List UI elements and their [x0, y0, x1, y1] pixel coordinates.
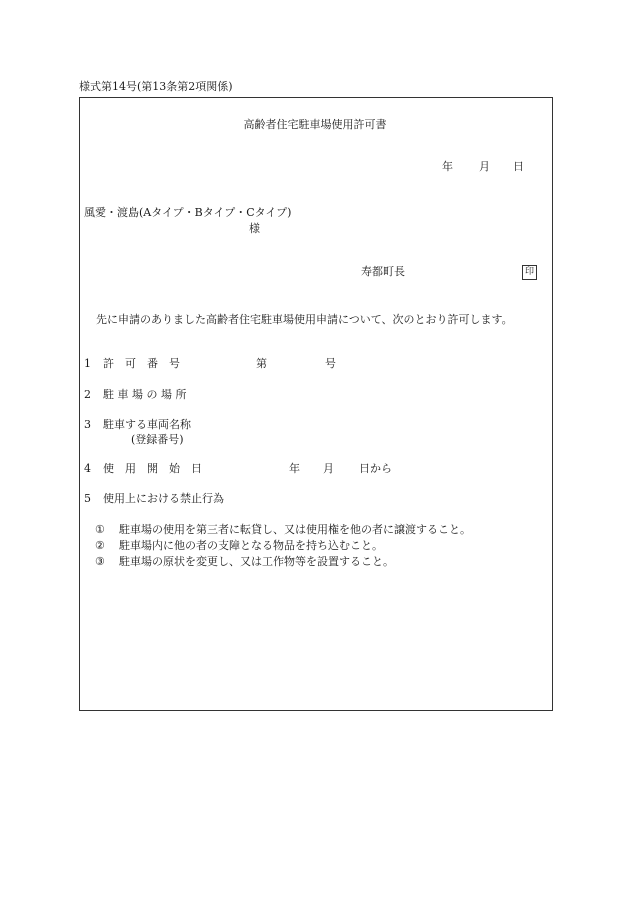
- prohibition-3-marker: ③: [95, 555, 105, 568]
- prohibition-1-text: 駐車場の使用を第三者に転貸し、又は使用権を他の者に譲渡すること。: [119, 523, 471, 536]
- item-3-number: 3: [84, 418, 91, 431]
- prohibition-1-marker: ①: [95, 523, 105, 536]
- prohibition-3-text: 駐車場の原状を変更し、又は工作物等を設置すること。: [119, 555, 394, 568]
- item-1-suffix: 号: [325, 357, 336, 370]
- item-1-label: 許 可 番 号: [103, 357, 180, 370]
- seal-stamp: 印: [522, 265, 537, 280]
- document-title: 高齢者住宅駐車場使用許可書: [243, 118, 387, 131]
- body-text: 先に申請のありました高齢者住宅駐車場使用申請について、次のとおり許可します。: [96, 313, 513, 326]
- issuer-name: 寿都町長: [361, 265, 405, 278]
- item-1-prefix: 第: [256, 357, 267, 370]
- item-5-number: 5: [84, 492, 91, 505]
- item-5-label: 使用上における禁止行為: [103, 492, 224, 505]
- item-4-label: 使 用 開 始 日: [103, 462, 202, 475]
- item-4-day: 日から: [359, 462, 392, 475]
- permit-form-frame: [79, 97, 553, 711]
- item-3-label: 駐車する車両名称: [103, 418, 191, 431]
- item-3-sublabel: (登録番号): [131, 433, 184, 446]
- form-number-label: 様式第14号(第13条第2項関係): [79, 80, 233, 93]
- date-month-label: 月: [479, 160, 490, 173]
- date-year-label: 年: [442, 160, 453, 173]
- date-day-label: 日: [513, 160, 524, 173]
- item-2-number: 2: [84, 388, 91, 401]
- item-2-label: 駐 車 場 の 場 所: [103, 388, 187, 401]
- item-4-month: 月: [323, 462, 334, 475]
- item-4-number: 4: [84, 462, 91, 475]
- prohibition-2-marker: ②: [95, 539, 105, 552]
- prohibition-2-text: 駐車場内に他の者の支障となる物品を持ち込むこと。: [119, 539, 383, 552]
- addressee-honorific: 様: [249, 222, 260, 235]
- item-1-number: 1: [84, 357, 91, 370]
- addressee-location: 風愛・渡島(Aタイプ・Bタイプ・Cタイプ): [84, 206, 292, 219]
- item-4-year: 年: [289, 462, 300, 475]
